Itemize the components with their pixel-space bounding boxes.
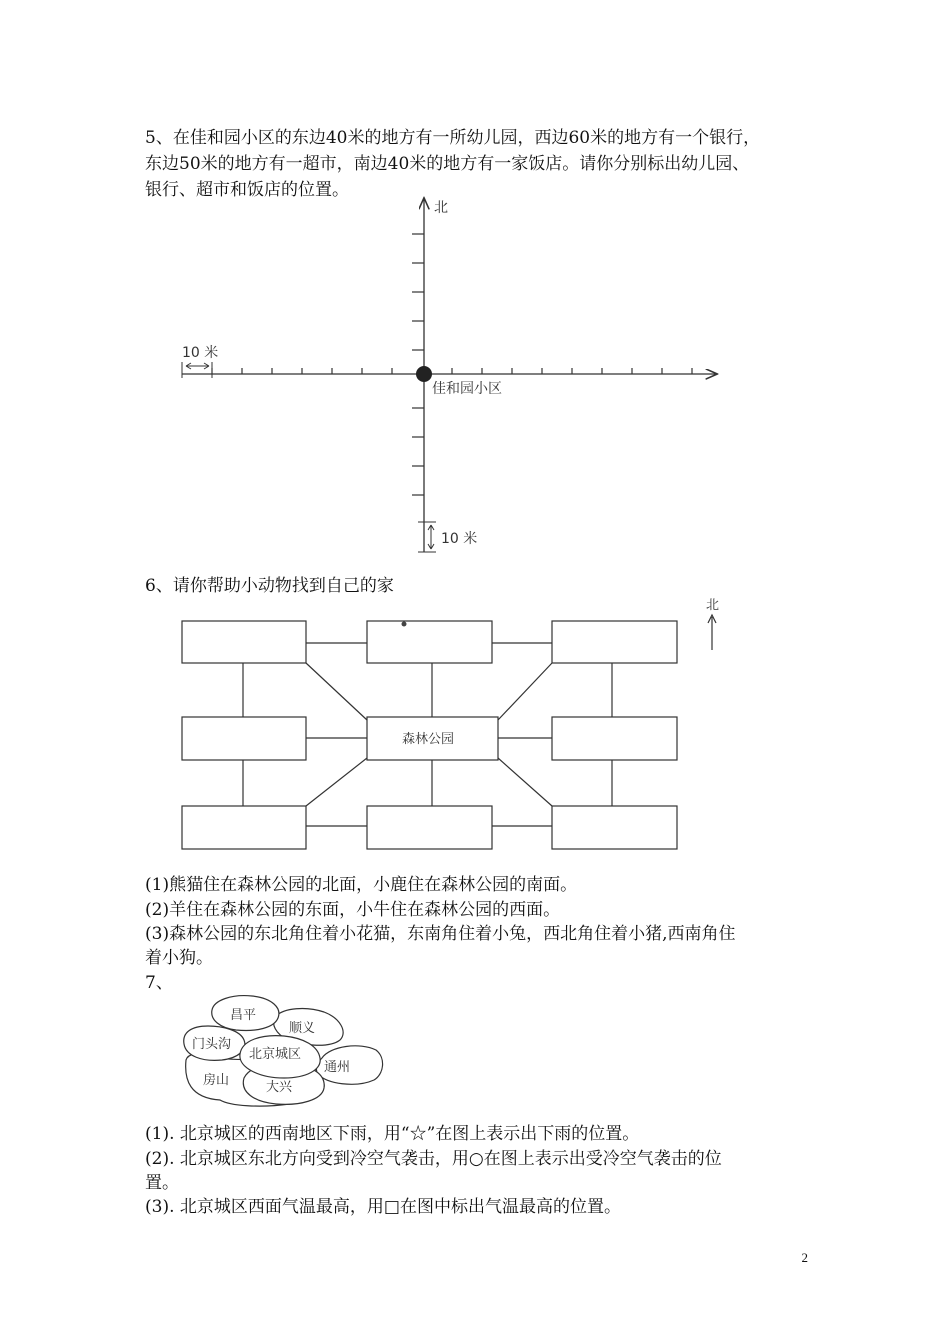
label-daxing: 大兴	[266, 1080, 293, 1095]
origin-label: 佳和园小区	[432, 381, 502, 397]
q6-item-3-line-1: (3)森林公园的东北角住着小花猫，东南角住着小兔，西北角住着小猪,西南角住	[145, 924, 736, 944]
q6-item-3-line-2: 着小狗。	[145, 948, 213, 968]
q6-item-1: (1)熊猫住在森林公园的北面，小鹿住在森林公园的南面。	[145, 875, 578, 895]
q6-north-label: 北	[706, 598, 720, 613]
forest-park-label: 森林公园	[402, 732, 455, 747]
label-tongzhou: 通州	[324, 1060, 351, 1075]
y-scale-label: 10 米	[441, 531, 478, 547]
q5-line-1: 5、在佳和园小区的东边40米的地方有一所幼儿园，西边60米的地方有一个银行，	[145, 128, 761, 148]
q6-title: 6、请你帮助小动物找到自己的家	[145, 576, 394, 596]
q7-title: 7、	[145, 973, 173, 993]
x-scale-label: 10 米	[182, 345, 219, 361]
q7-item-2-line-2: 置。	[145, 1173, 179, 1193]
q7-item-1: (1). 北京城区的西南地区下雨，用“☆”在图上表示出下雨的位置。	[145, 1124, 640, 1144]
q7-item-2-line-1: (2). 北京城区东北方向受到冷空气袭击，用○在图上表示出受冷空气袭击的位	[145, 1149, 722, 1169]
label-mentougou: 门头沟	[192, 1037, 232, 1052]
north-label: 北	[434, 200, 448, 216]
q5-line-2: 东边50米的地方有一超市，南边40米的地方有一家饭店。请你分别标出幼儿园、	[145, 154, 750, 174]
label-changping: 昌平	[230, 1008, 257, 1023]
label-beijing-city: 北京城区	[249, 1047, 302, 1062]
label-fangshan: 房山	[203, 1073, 230, 1088]
label-shunyi: 顺义	[289, 1021, 316, 1036]
q6-item-2: (2)羊住在森林公园的东面，小牛住在森林公园的西面。	[145, 900, 561, 920]
q7-item-3: (3). 北京城区西面气温最高，用□在图中标出气温最高的位置。	[145, 1197, 621, 1217]
q5-line-3: 银行、超市和饭店的位置。	[145, 180, 349, 200]
page-number: 2	[801, 1250, 808, 1265]
